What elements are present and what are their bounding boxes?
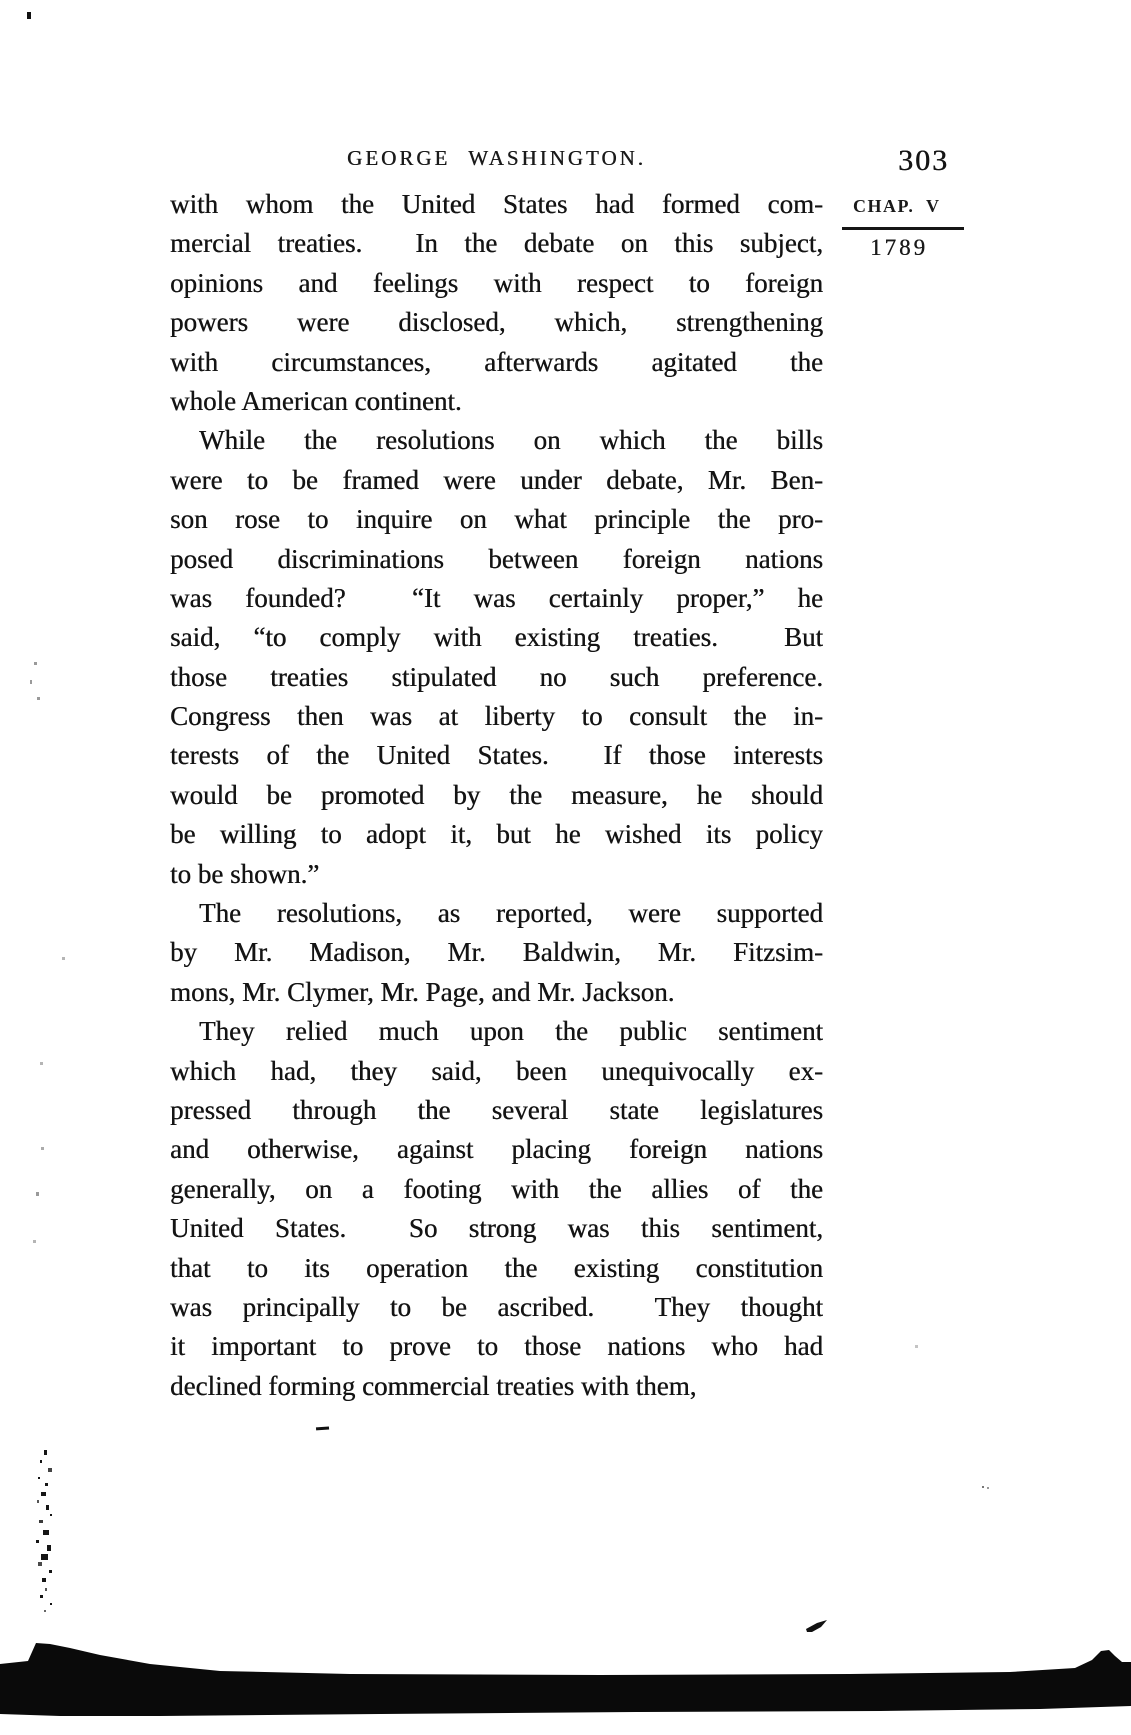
bottom-scan-band xyxy=(0,1643,1131,1716)
text-line: son rose to inquire on what principle the pro- xyxy=(170,504,823,535)
text-line: and otherwise, against placing foreign nations xyxy=(170,1134,823,1165)
ink-tick xyxy=(806,1620,827,1632)
edge-speckle-streak xyxy=(36,1450,52,1612)
chapter-note: CHAP. V xyxy=(853,196,941,216)
running-head: GEORGE WASHINGTON. xyxy=(347,146,646,170)
ink-dash xyxy=(316,1427,329,1431)
text-line: The resolutions, as reported, were supported xyxy=(199,898,823,929)
text-line: pressed through the several state legislatures xyxy=(170,1094,823,1125)
margin-rule xyxy=(842,227,964,230)
text-line: whole American continent. xyxy=(170,385,462,416)
text-line: mons, Mr. Clymer, Mr. Page, and Mr. Jackson. xyxy=(170,976,675,1007)
text-line: would be promoted by the measure, he should xyxy=(170,779,823,810)
paragraph xyxy=(170,1012,823,1406)
text-line: United States. So strong was this sentiment, xyxy=(170,1213,823,1244)
text-line: were to be framed were under debate, Mr. Ben- xyxy=(170,464,823,495)
text-line: those treaties stipulated no such preference. xyxy=(170,661,823,692)
ink-dot xyxy=(27,12,31,19)
text-line: that to its operation the existing constitution xyxy=(170,1252,823,1283)
text-line: While the resolutions on which the bills xyxy=(199,425,823,456)
text-line: posed discriminations between foreign nations xyxy=(170,543,823,574)
text-line: powers were disclosed, which, strengthening xyxy=(170,307,823,338)
text-line: which had, they said, been unequivocally ex- xyxy=(170,1055,823,1086)
text-line: by Mr. Madison, Mr. Baldwin, Mr. Fitzsim- xyxy=(170,937,823,968)
text-line: said, “to comply with existing treaties. But xyxy=(170,622,823,653)
text-line: with circumstances, afterwards agitated the xyxy=(170,346,823,377)
text-line: They relied much upon the public sentiment xyxy=(199,1016,823,1047)
text-line: opinions and feelings with respect to foreign xyxy=(170,267,823,298)
text-line: with whom the United States had formed com- xyxy=(170,189,823,219)
paragraph xyxy=(170,185,823,421)
paragraph xyxy=(170,894,823,1012)
text-line: generally, on a footing with the allies of the xyxy=(170,1173,823,1204)
text-line: to be shown.” xyxy=(170,858,320,889)
text-line: be willing to adopt it, but he wished its policy xyxy=(170,819,823,850)
text-line: was principally to be ascribed. They thought xyxy=(170,1291,823,1322)
text-line: it important to prove to those nations who had xyxy=(170,1331,823,1362)
text-line: declined forming commercial treaties with them, xyxy=(170,1370,697,1401)
text-line: terests of the United States. If those interests xyxy=(170,740,823,771)
page-number: 303 xyxy=(898,144,949,177)
body-text xyxy=(170,185,823,1406)
text-line: mercial treaties. In the debate on this subject, xyxy=(170,228,823,259)
year-note: 1789 xyxy=(870,235,928,260)
text-line: was founded? “It was certainly proper,” he xyxy=(170,582,823,613)
paragraph xyxy=(170,421,823,894)
text-line: Congress then was at liberty to consult the in- xyxy=(170,701,823,732)
